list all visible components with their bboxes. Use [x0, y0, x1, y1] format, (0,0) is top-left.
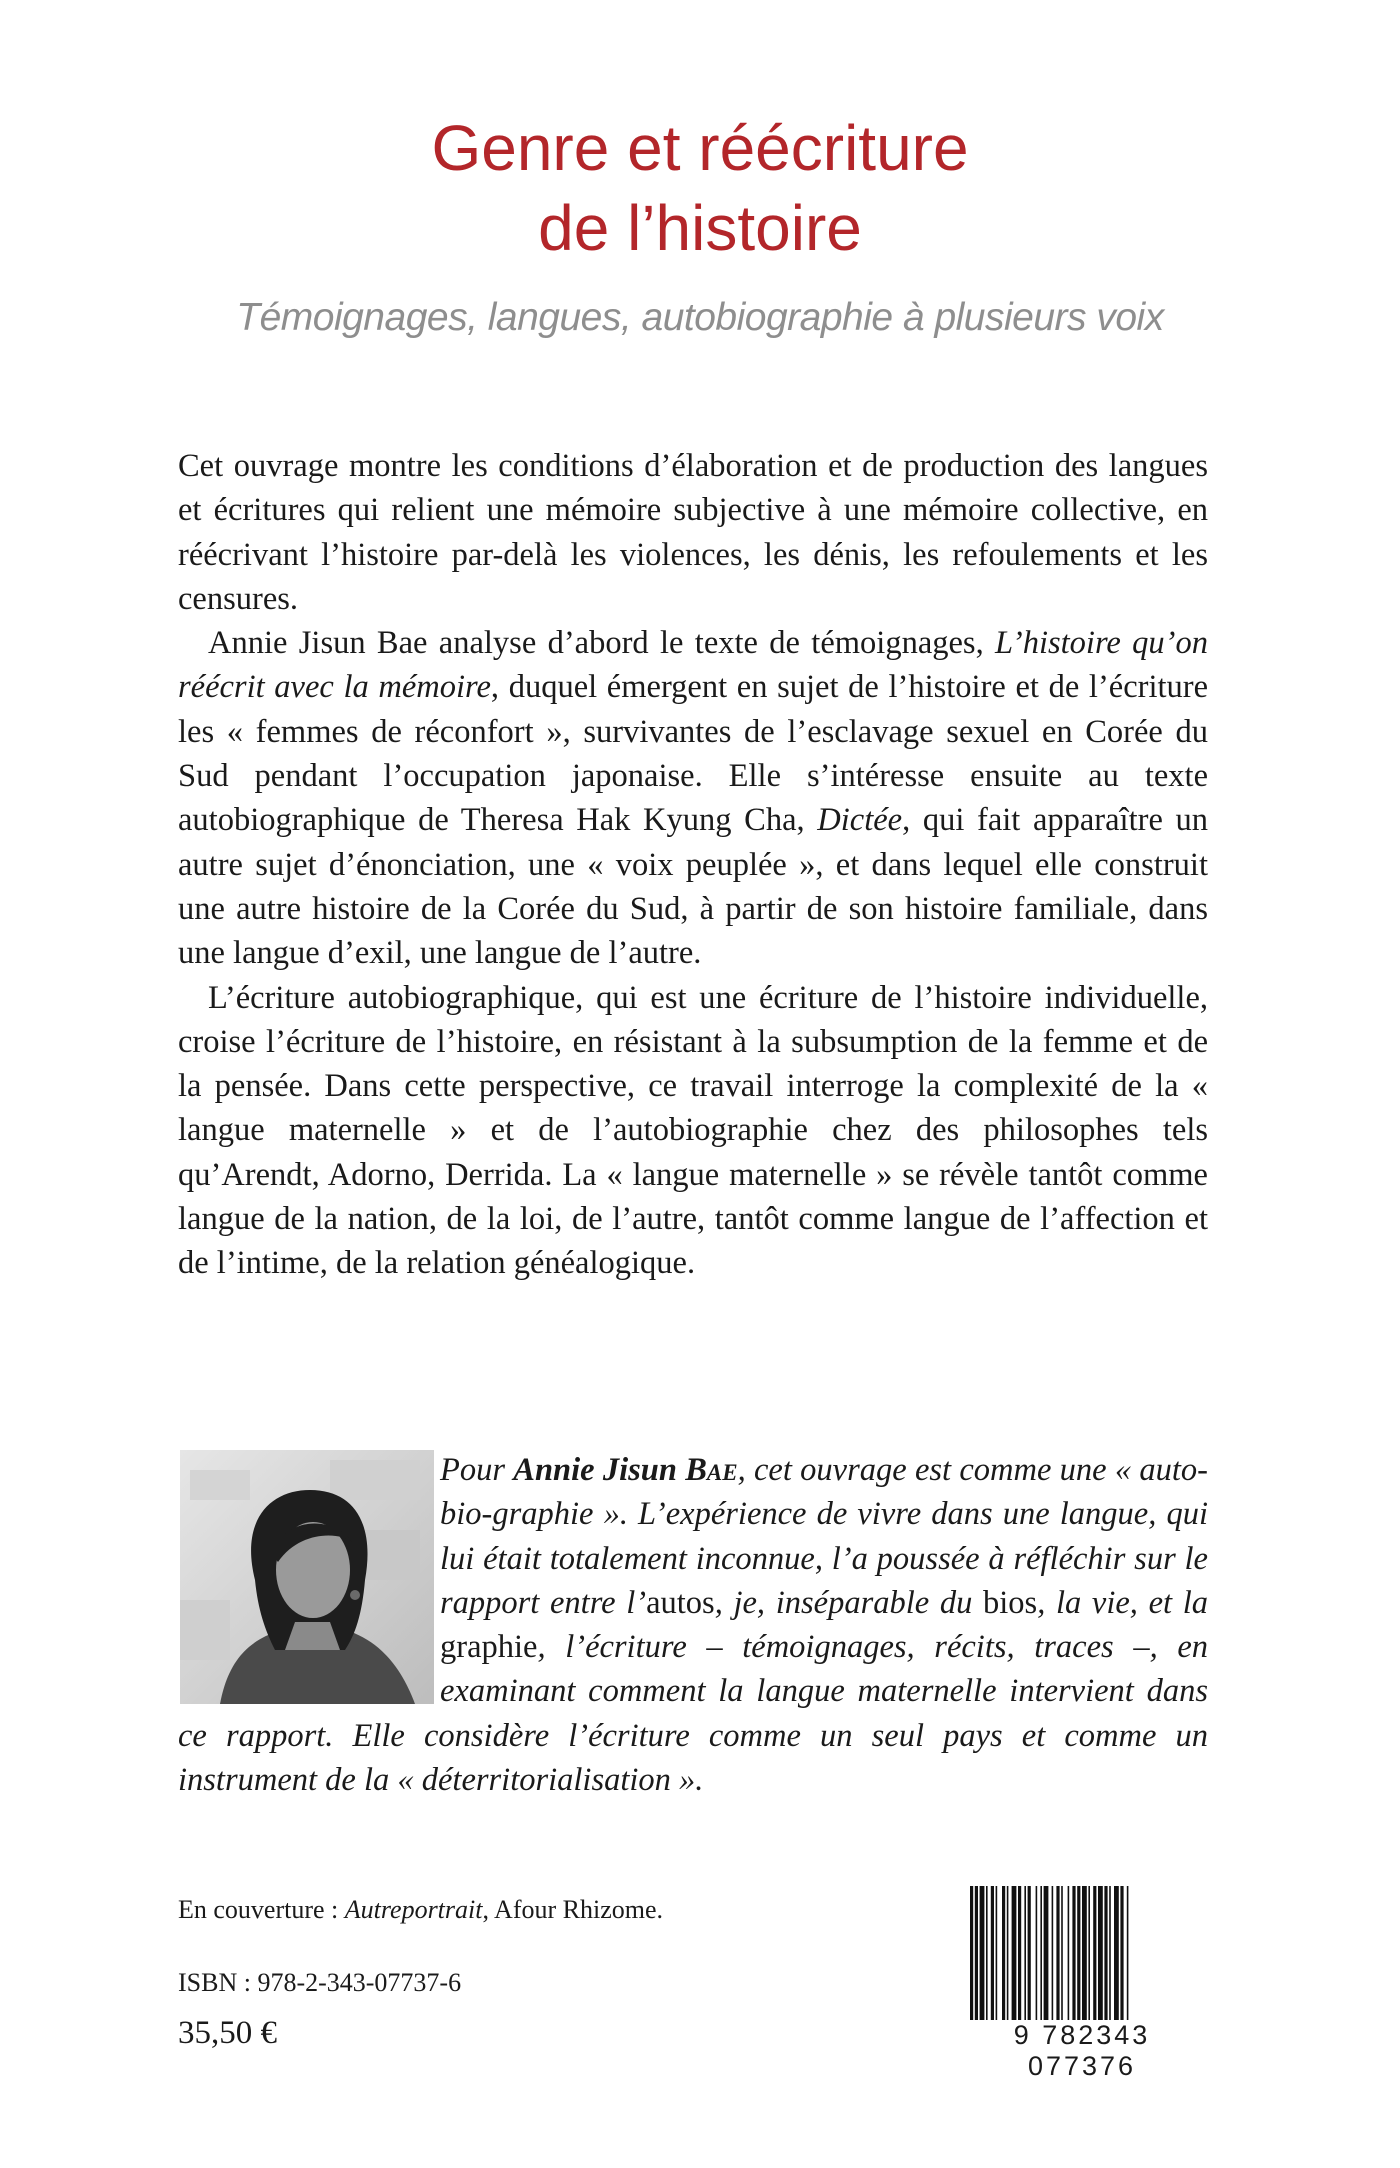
book-title-line-1: Genre et réécriture: [431, 112, 969, 184]
author-name: Annie Jisun Bae: [513, 1452, 738, 1488]
back-cover-summary: [178, 444, 1208, 1286]
summary-paragraph-2: Annie Jisun Bae analyse d’abord le texte de témoignages, L’histoire qu’on réécrit avec la mémoire, duquel émergent en sujet de l’histoire et de l’écriture les « femmes de réconfort », survivantes de l’esclavage sexuel en Corée du Sud pendant l’occupation japonaise. Elle s’intéresse ensuite au texte autobiographique de Theresa Hak Kyung Cha, Dictée, qui fait apparaître un autre sujet d’énonciation, une « voix peuplée », et dans lequel elle construit une autre histoire de la Corée du Sud, à partir de son histoire familiale, dans une langue d’exil, une langue de l’autre.: [178, 625, 1208, 972]
cover-credit: En couverture : Autreportrait, Afour Rhizome.: [178, 1895, 664, 1924]
book-subtitle: Témoignages, langues, autobiographie à plusieurs voix: [236, 296, 1164, 339]
price: 35,50 €: [178, 2015, 277, 2051]
book-title: [0, 108, 1400, 268]
barcode-digits: 9 782343 077376: [956, 2020, 1208, 2082]
book-title-line-2: de l’histoire: [538, 192, 862, 264]
cited-work-title: L’histoire qu’on réécrit avec la mémoire: [178, 625, 1208, 706]
cited-work-title: Dictée: [817, 802, 903, 839]
author-biography: Pour Annie Jisun Bae, cet ouvrage est comme une « auto-bio-graphie ». L’expérience de vivre dans une langue, qui lui était totalement inconnue, l’a poussée à réfléchir sur le rapport entre l’autos, je, inséparable du bios, la vie, et la graphie, l’écriture – témoignages, récits, traces –, en examinant comment la langue maternelle intervient dans ce rapport. Elle considère l’écriture comme un seul pays et comme un instrument de la « déterritorialisation ».: [178, 1452, 1209, 1799]
summary-paragraph-1: Cet ouvrage montre les conditions d’élaboration et de production des langues et écritures qui relient une mémoire subjective à une mémoire collective, en réécrivant l’histoire par-delà les violences, les dénis, les refoulements et les censures.: [178, 448, 1208, 617]
isbn: ISBN : 978-2-343-07737-6: [178, 1968, 462, 1997]
summary-paragraph-3: L’écriture autobiographique, qui est une écriture de l’histoire individuelle, croise l’écriture de l’histoire, en résistant à la subsumption de la femme et de la pensée. Dans cette perspective, ce travail interroge la complexité de la « langue maternelle » et de l’autobiographie chez des philosophes tels qu’Arendt, Adorno, Derrida. La « langue maternelle » se révèle tantôt comme langue de la nation, de la loi, de l’autre, tantôt comme langue de l’affection et de l’intime, de la relation généalogique.: [178, 979, 1208, 1282]
